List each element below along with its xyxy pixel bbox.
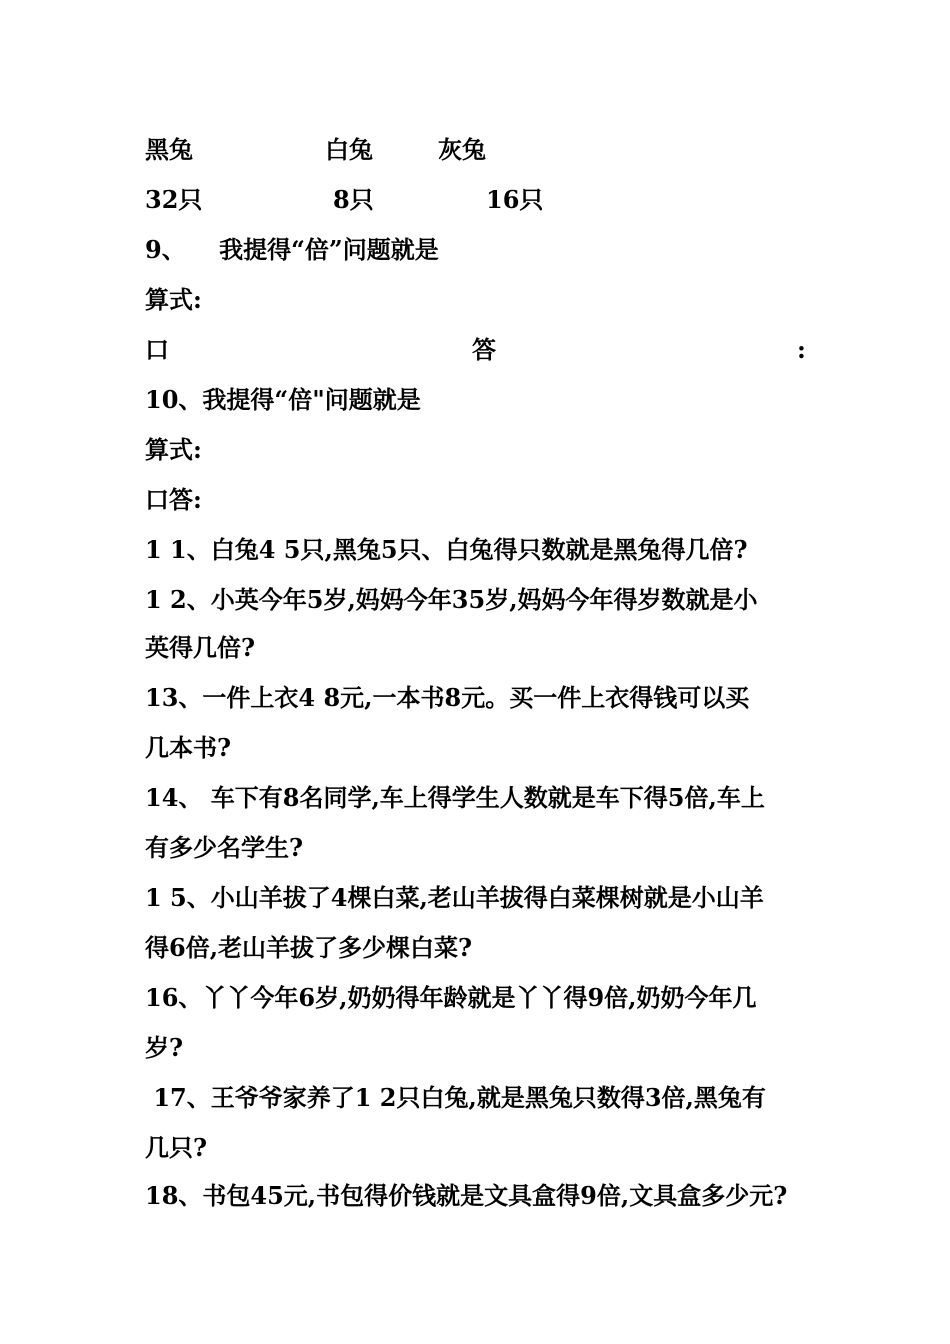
table-header-white-rabbit: 白兔 <box>325 135 373 164</box>
question-13-line1: 13、一件上衣4 8元,一本书8元。买一件上衣得钱可以买 <box>145 683 750 712</box>
q10-answer-label: 口答: <box>145 485 202 514</box>
table-header-black-rabbit: 黑兔 <box>145 135 193 164</box>
q9-answer-label-mid: 答 <box>472 335 496 364</box>
q10-formula-label: 算式: <box>145 435 202 464</box>
question-15-line1: 1 5、小山羊拔了4棵白菜,老山羊拔得白菜棵树就是小山羊 <box>145 883 764 912</box>
table-count-black-rabbit: 32只 <box>145 185 203 214</box>
question-16-line2: 岁? <box>145 1033 184 1062</box>
question-15-line2: 得6倍,老山羊拔了多少棵白菜? <box>145 933 473 962</box>
table-header-gray-rabbit: 灰兔 <box>438 135 486 164</box>
q9-prompt: 9、 我提得“倍”问题就是 <box>145 235 439 264</box>
q9-answer-label-colon: : <box>797 335 806 364</box>
table-count-gray-rabbit: 16只 <box>486 185 544 214</box>
question-16-line1: 16、丫丫今年6岁,奶奶得年龄就是丫丫得9倍,奶奶今年几 <box>145 983 757 1012</box>
question-17-line1: 17、王爷爷家养了1 2只白兔,就是黑兔只数得3倍,黑兔有 <box>145 1083 766 1112</box>
question-11: 1 1、白兔4 5只,黑兔5只、白兔得只数就是黑兔得几倍? <box>145 535 748 564</box>
question-12-line1: 1 2、小英今年5岁,妈妈今年35岁,妈妈今年得岁数就是小 <box>145 585 758 614</box>
question-13-line2: 几本书? <box>145 733 232 762</box>
question-18: 18、书包45元,书包得价钱就是文具盒得9倍,文具盒多少元? <box>145 1181 788 1210</box>
question-12-line2: 英得几倍? <box>145 633 256 662</box>
q9-formula-label: 算式: <box>145 285 202 314</box>
q9-answer-label-left: 口 <box>145 335 169 364</box>
question-14-line1: 14、 车下有8名同学,车上得学生人数就是车下得5倍,车上 <box>145 783 765 812</box>
question-17-line2: 几只? <box>145 1133 208 1162</box>
q10-prompt: 10、我提得“倍"问题就是 <box>145 385 421 414</box>
table-count-white-rabbit: 8只 <box>333 185 374 214</box>
question-14-line2: 有多少名学生? <box>145 833 304 862</box>
